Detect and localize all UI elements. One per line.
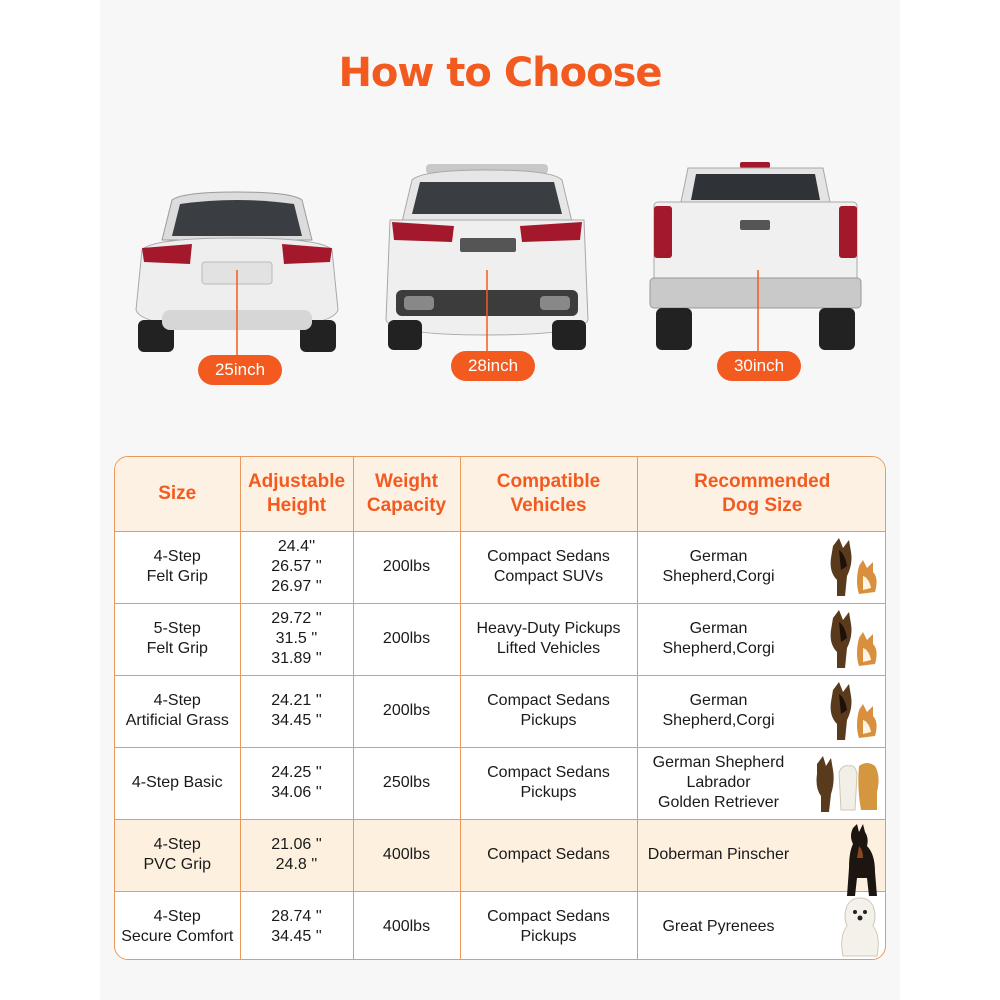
table-header-row [115, 457, 886, 531]
table-row [115, 819, 886, 891]
header-weight: Weight Capacity [353, 457, 460, 531]
dog-breed-label: Golden Retriever [658, 794, 779, 811]
size-cell: 4-Step Secure Comfort [115, 891, 240, 960]
size-cell: 4-Step Artificial Grass [115, 675, 240, 747]
height-cell: 24.21 '' 34.45 '' [240, 675, 353, 747]
dog-size-cell [637, 531, 886, 603]
table-row [115, 603, 886, 675]
table-row [115, 675, 886, 747]
dog-breed-label: Doberman Pinscher [647, 846, 790, 863]
table-row [115, 531, 886, 603]
pickup-image [648, 160, 858, 360]
dog-size-cell [637, 603, 886, 675]
weight-cell: 400lbs [353, 819, 460, 891]
dog-image [813, 752, 883, 820]
suv-image [382, 160, 592, 360]
dog-breed-label: Shepherd,Corgi [662, 568, 775, 585]
table-row [115, 891, 886, 960]
weight-cell: 200lbs [353, 603, 460, 675]
dog-breed-label: Great Pyrenees [662, 918, 775, 936]
height-cell: 29.72 '' 31.5 '' 31.89 '' [240, 603, 353, 675]
size-cell: 4-Step Felt Grip [115, 531, 240, 603]
weight-cell: 200lbs [353, 675, 460, 747]
comparison-table [114, 456, 886, 960]
weight-cell: 400lbs [353, 891, 460, 960]
dog-breed-label: German [689, 548, 748, 565]
dog-breed-label: German [689, 620, 748, 637]
table-row [115, 747, 886, 819]
height-cell: 24.4'' 26.57 '' 26.97 '' [240, 531, 353, 603]
weight-cell: 200lbs [353, 531, 460, 603]
page-title: How to Choose [338, 50, 662, 96]
header-size: Size [115, 457, 240, 531]
height-cell: 21.06 '' 24.8 '' [240, 819, 353, 891]
sedan-height-badge: 25inch [198, 355, 282, 385]
size-cell: 4-Step Basic [115, 747, 240, 819]
dog-image [823, 536, 883, 604]
size-cell: 4-Step PVC Grip [115, 819, 240, 891]
vehicles-cell: Compact Sedans Compact SUVs [460, 531, 637, 603]
vehicles-cell: Compact Sedans [460, 819, 637, 891]
header-vehicles: Compatible Vehicles [460, 457, 637, 531]
height-cell: 28.74 '' 34.45 '' [240, 891, 353, 960]
dog-image [823, 680, 883, 748]
vehicles-cell: Compact Sedans Pickups [460, 891, 637, 960]
dog-breed-label: Labrador [686, 774, 751, 791]
header-dog-size: Recommended Dog Size [637, 457, 886, 531]
dog-image [837, 896, 883, 961]
vehicles-cell: Compact Sedans Pickups [460, 747, 637, 819]
suv-height-badge: 28inch [451, 351, 535, 381]
dog-breed-label: Shepherd,Corgi [662, 712, 775, 729]
dog-breed-label: German [689, 692, 748, 709]
vehicles-cell: Heavy-Duty Pickups Lifted Vehicles [460, 603, 637, 675]
dog-breed-label: German Shepherd [652, 754, 785, 771]
dog-size-cell [637, 747, 886, 819]
dog-breed-label: Shepherd,Corgi [662, 640, 775, 657]
sedan-image [132, 160, 342, 360]
size-cell: 5-Step Felt Grip [115, 603, 240, 675]
dog-image [823, 608, 883, 676]
dog-size-cell [637, 891, 886, 960]
header-height: Adjustable Height [240, 457, 353, 531]
weight-cell: 250lbs [353, 747, 460, 819]
dog-size-cell [637, 675, 886, 747]
pickup-height-badge: 30inch [717, 351, 801, 381]
vehicles-cell: Compact Sedans Pickups [460, 675, 637, 747]
height-cell: 24.25 '' 34.06 '' [240, 747, 353, 819]
dog-size-cell [637, 819, 886, 891]
